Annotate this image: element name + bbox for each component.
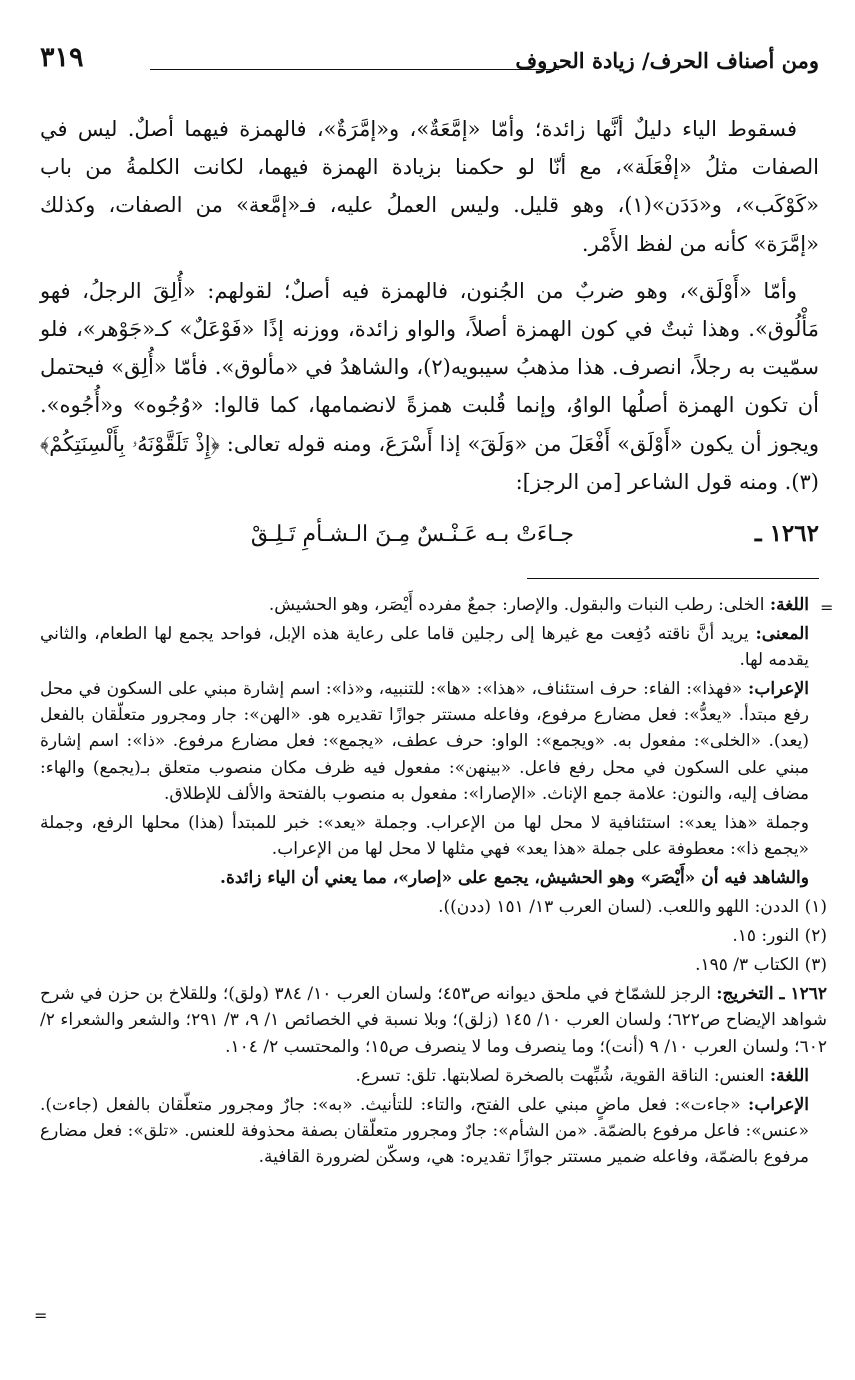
note-lugha: [40, 592, 809, 618]
main-text: [40, 110, 819, 510]
verse-number: ١٢٦٢ ـ: [754, 520, 819, 547]
footnotes: [40, 592, 827, 1173]
note-maana: [40, 621, 809, 673]
note-irab: [40, 676, 809, 806]
note-takhrij-text: الرجز للشمّاخ في ملحق ديوانه ص٤٥٣؛ ولسان العرب ١٠/ ٣٨٤ (ولق)؛ وللقلاخ بن حزن في شرح شواهد الإيضاح ص٦٢٢؛ ولسان العرب ١٠/ ١٤٥ (زلق)؛ وبلا نسبة في الخصائص ١/ ٩، ٣/ ٢٩١؛ والشعر والشعراء ٢/ ٦٠٢؛ ولسان العرب ١٠/ ٩ (أنت)؛ وما ينصرف وما لا ينصرف ص١٥؛ والمحتسب ٢/ ١٠٤.: [40, 984, 827, 1057]
footnote-rule: [527, 578, 819, 579]
page-number: ٣١٩: [40, 42, 84, 73]
note-maana-text: يريد أنَّ ناقته دُفِعت مع غيرها إلى رجلين قاما على رعاية هذه الإبل، فواحد يجمع لها الطعام، والثاني يقدمه لها.: [40, 624, 809, 671]
note-takhrij: [40, 981, 827, 1059]
running-header: [40, 42, 819, 82]
note-lugha-2-text: العنس: الناقة القوية، شُبِّهت بالصخرة لصلابتها. تلق: تسرع.: [355, 1065, 770, 1086]
end-marker: =: [34, 1306, 48, 1325]
footnote-2: (٢) النور: ١٥.: [732, 926, 827, 947]
paragraph-2: وأمّا «أَوْلَق»، وهو ضربٌ من الجُنون، فالهمزة فيه أصلٌ؛ لقولهم: «أُلِقَ الرجلُ، فهو مَأْلُوق». وهذا ثبتٌ في كون الهمزة أصلاً، والواو زائدة، ووزنه إذًا «فَوْعَلٌ» كـ«جَوْهر»، فلو سمّيت به رجلاً، انصرف. هذا مذهبُ سيبويه(٢)، والشاهدُ في «مألوق». فأمّا «أُلِق» فيحتمل أن تكون الهمزة أصلُها الواوُ، وإنما قُلبت همزةً لانضمامها، كما قالوا: «وُجُوه» و«أُجُوه». ويجوز أن يكون «أَوْلَق» أَفْعَلَ من «وَلَقَ» إذا أَسْرَعَ، ومنه قوله تعالى: ﴿إِذْ تَلَقَّوْنَهُۥ بِأَلْسِنَتِكُمْ﴾(٣). ومنه قول الشاعر [من الرجز]:: [40, 278, 819, 494]
note-jumla: وجملة «هذا يعد»: استئنافية لا محل لها من الإعراب. وجملة «يعد»: خبر للمبتدأ (هذا) محلها الرفع، وجملة «يجمع ذا»: معطوفة على جملة «هذا يعد» فهي مثلها لا محل لها من الإعراب.: [40, 812, 809, 859]
note-lugha-2-label: اللغة:: [769, 1065, 809, 1086]
note-irab-2-text: «جاءت»: فعل ماضٍ مبني على الفتح، والتاء: للتأنيث. «به»: جارٌ ومجرور متعلّقان بالفعل (جاءت). «عنس»: فاعل مرفوع بالضمّة. «من الشأم»: جارٌ ومجرور متعلّقان بصفة محذوفة للعنس. «تلق»: فعل مضارع مرفوع بالضمّة، وفاعله ضمير مستتر جوازًا تقديره: هي، وسكّن لضرورة القافية.: [40, 1094, 809, 1167]
note-irab-2-label: الإعراب:: [748, 1094, 809, 1115]
paragraph-1: فسقوط الياء دليلٌ أنَّها زائدة؛ وأمّا «إمَّعَةٌ»، و«إمَّرَةٌ»، فالهمزة فيهما أصلٌ. ليس في الصفات مثلُ «إفْعَلَة»، مع أنّا لو حكمنا بزيادة الهمزة فيهما، لكانت الكلمةُ من باب «كَوْكَب»، و«دَدَن»(١)، وهو قليل. وليس العملُ عليه، فـ«إمَّعة» من الصفات، وكذلك «إمَّرَة» كأنه من لفظ الأَمْر.: [40, 117, 819, 256]
header-title: ومن أصناف الحرف/ زيادة الحروف: [515, 48, 819, 73]
note-lugha-label: اللغة:: [769, 595, 809, 615]
note-shahid: والشاهد فيه أن «أَيْصَر» وهو الحشيش، يجمع على «إصار»، مما يعني أن الياء زائدة.: [220, 867, 809, 888]
note-irab-label: الإعراب:: [748, 679, 809, 700]
header-rule: [150, 69, 559, 70]
verse-text: جـاءَتْ بـه عَـنْـسٌ مِـنَ الـشـأمِ تَـلِـقْ: [250, 522, 574, 547]
footnote-1: (١) الددن: اللهو واللعب. (لسان العرب ١٣/ ١٥١ (ددن)).: [438, 897, 827, 918]
note-takhrij-label: ١٢٦٢ ـ التخريج:: [716, 984, 828, 1005]
continuation-marker: =: [820, 598, 834, 617]
note-lugha-text: الخلى: رطب النبات والبقول. والإصار: جمعٌ مفرده أَيْصَر، وهو الحشيش.: [268, 595, 770, 615]
note-irab-2: [40, 1092, 809, 1170]
note-maana-label: المعنى:: [755, 624, 809, 645]
footnote-3: (٣) الكتاب ٣/ ١٩٥.: [695, 955, 827, 976]
note-lugha-2: [40, 1063, 809, 1089]
verse-line: [40, 520, 819, 560]
note-irab-text: «فهذا»: الفاء: حرف استئناف، «هذا»: «ها»: للتنبيه، و«ذا»: اسم إشارة مبني على السكون في محل رفع مبتدأ. «يعدُّ»: فعل مضارع مرفوع، وفاعله مستتر جوازًا تقديره هو. «الهن»: جار ومجرور متعلّقان بالفعل (يعد). «الخلى»: مفعول به. «ويجمع»: الواو: حرف عطف، «يجمع»: فعل مضارع مرفوع. «ذا»: اسم إشارة مبني على السكون في محل رفع فاعل. «بينهن»: مفعول فيه ظرف مكان منصوب متعلق بـ(يجمع) والهاء: مضاف إليه، والنون: علامة جمع الإناث. «الإصارا»: مفعول به منصوب بالفتحة والألف للإطلاق.: [40, 679, 809, 804]
